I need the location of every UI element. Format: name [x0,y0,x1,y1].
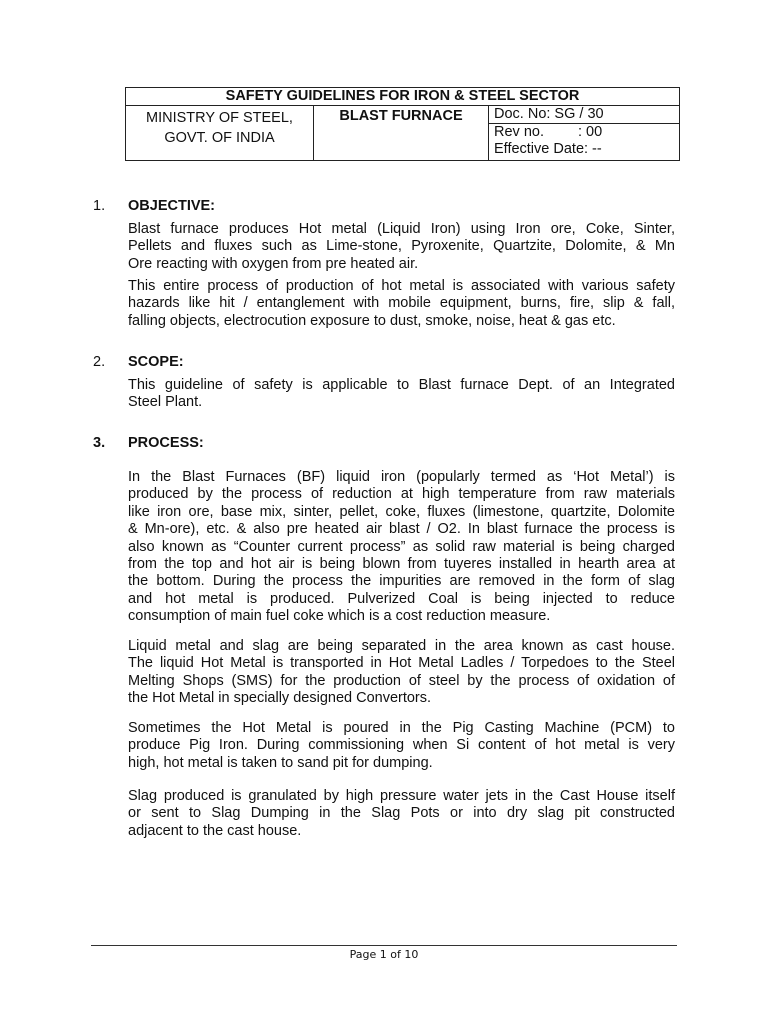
text-line: from the top and hot air is being blown from tuyeres installed in hearth area at [128,556,675,573]
paragraph [128,221,675,273]
issuing-authority [126,106,314,161]
paragraph [128,720,675,772]
paragraph [128,278,675,330]
page-number: Page 1 of 10 [349,948,419,961]
document-title: SAFETY GUIDELINES FOR IRON & STEEL SECTOR [126,88,680,106]
section-title: SCOPE: [128,354,184,370]
footer-divider [91,945,677,946]
ministry-line-1: MINISTRY OF STEEL, [146,110,293,126]
text-line: falling objects, electrocution exposure to dust, smoke, noise, heat & gas etc. [128,312,616,329]
text-line: Steel Plant. [128,394,203,411]
revision-line [489,124,679,141]
revision-label: Rev no. [494,124,544,140]
text-line: adjacent to the cast house. [128,822,302,839]
text-line: consumption of main fuel coke which is a cost reduction measure. [128,608,551,625]
department-name: BLAST FURNACE [314,106,489,161]
text-line: also known as “Counter current process” as solid raw material is being charged [128,538,675,555]
paragraph [128,377,675,412]
text-line: The liquid Hot Metal is transported in Hot Metal Ladles / Torpedoes to the Steel [128,655,675,672]
text-line: Ore reacting with oxygen from pre heated air. [128,255,419,272]
text-line: Pellets and fluxes such as Lime-stone, Pyroxenite, Quartzite, Dolomite, & Mn [128,238,675,255]
doc-number: Doc. No: SG / 30 [489,106,679,124]
text-line: This guideline of safety is applicable to Blast furnace Dept. of an Integrated [128,377,675,393]
paragraph [128,788,675,840]
revision-value: : 00 [577,124,603,140]
text-line: & Mn-ore), etc. & also pre heated air blast / O2. In blast furnace the process is [128,521,675,538]
section-number: 3. [93,435,106,451]
section-title: PROCESS: [128,435,204,451]
ministry-line-2: GOVT. OF INDIA [164,130,275,146]
text-line: the Hot Metal in specially designed Convertors. [128,690,432,707]
document-info [489,106,680,161]
effective-date: Effective Date: -- [494,141,602,157]
paragraph [128,469,675,626]
text-line: Slag produced is granulated by high pressure water jets in the Cast House itself [128,788,675,804]
text-line: like iron ore, base mix, sinter, pellet, coke, fluxes (limestone, quartzite, Dolomite [128,503,675,520]
text-line: high, hot metal is taken to sand pit for dumping. [128,754,433,771]
document-header-table [125,87,680,161]
text-line: Melting Shops (SMS) for the production of steel by the process of oxidation of [128,672,675,689]
text-line: or sent to Slag Dumping in the Slag Pots or into dry slag pit constructed [128,805,675,822]
text-line: hazards like hit / entanglement with mobile equipment, burns, fire, slip & fall, [128,295,675,312]
text-line: Sometimes the Hot Metal is poured in the Pig Casting Machine (PCM) to [128,720,675,736]
text-line: and hot metal is produced. Pulverized Coal is being injected to reduce [128,590,675,607]
text-line: produced by the process of reduction at high temperature from raw materials [128,486,675,503]
text-line: This entire process of production of hot metal is associated with various safety [128,278,675,294]
paragraph [128,638,675,708]
text-line: produce Pig Iron. During commissioning when Si content of hot metal is very [128,737,675,754]
text-line: Blast furnace produces Hot metal (Liquid Iron) using Iron ore, Coke, Sinter, [128,221,675,237]
text-line: In the Blast Furnaces (BF) liquid iron (popularly termed as ‘Hot Metal’) is [128,469,675,485]
text-line: Liquid metal and slag are being separated in the area known as cast house. [128,638,675,654]
section-number: 1. [93,198,106,214]
section-title: OBJECTIVE: [128,198,216,214]
section-number: 2. [93,354,106,370]
text-line: the bottom. During the process the impurities are removed in the form of slag [128,573,675,590]
